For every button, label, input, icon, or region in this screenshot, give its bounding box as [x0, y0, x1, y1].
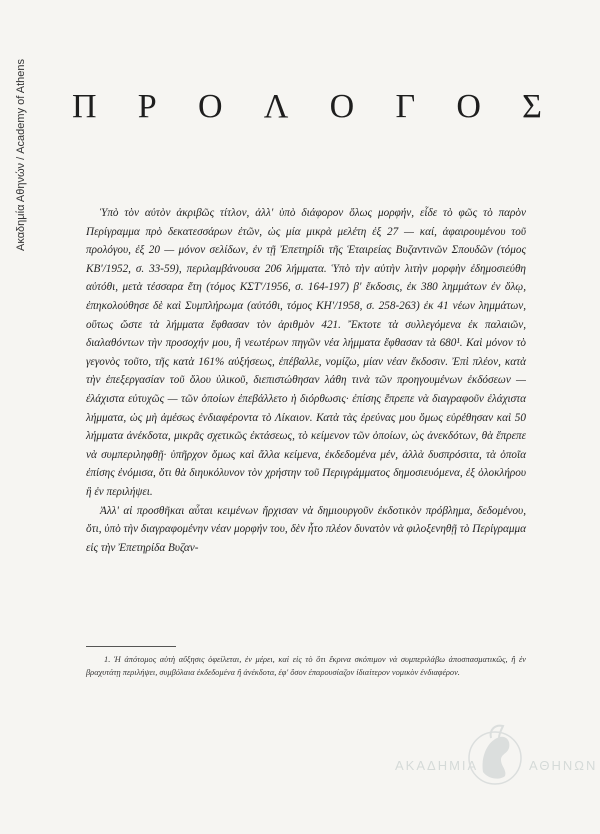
paragraph-2: Ἀλλ' αἱ προσθῆκαι αὗται κειμένων ἤρχισαν νὰ δημιουργοῦν ἐκδοτικὸν πρόβλημα, δεδομένου, ὅτι, ὑπὸ τὴν διαγραφομένην νέαν μορφήν του, δὲν ἦτο πλέον δυνατὸν νὰ φιλοξενηθῇ τὸ Περίγραμμα εἰς τὴν Ἐπετηρίδα Βυζαν-	[86, 504, 526, 554]
title-letter: Λ	[263, 88, 289, 125]
paragraph-1: Ὑπὸ τὸν αὐτὸν ἀκριβῶς τίτλον, ἀλλ' ὑπὸ διάφορον ὅλως μορφήν, εἶδε τὸ φῶς τὸ παρὸν Περίγραμμα πρὸ δεκατεσσάρων ἐτῶν, ὡς μία μικρὰ μελέτη ἐξ 27 — καί, ἀφαιρουμένου τοῦ προλόγου, ἐξ 20 — μόνον σελίδων, ἐν τῇ Ἐπετηρίδι τῆς Ἑταιρείας Βυζαντινῶν Σπουδῶν (τόμος ΚΒ'/1952, σ. 33-59), περιλαμβάνουσα 206 λήμματα. Ὑπὸ τὴν αὐτὴν λιτὴν μορφὴν ἐδημοσιεύθη αὐτόθι, μετὰ τέσσαρα ἔτη (τόμος ΚΣΤ'/1956, σ. 164-197) β' ἔκδοσις, ἐκ 380 λημμάτων ἐν ὅλῳ, ἐπηκολούθησε δὲ καὶ Συμπλήρωμα (αὐτόθι, τόμος ΚΗ'/1958, σ. 258-263) ἐκ 41 νέων λημμάτων, οὕτως ὥστε τὰ λήμματα ἔφθασαν τὸν ἀριθμὸν 421. Ἔκτοτε τὰ συλλεγόμενα ἐκ παλαιῶν, διαλαθόντων τὴν προσοχήν μου, ἢ νεωτέρων πηγῶν νέα λήμματα ἔφθασαν τὰ 680¹. Καὶ μόνον τὸ γεγονὸς τοῦτο, τῆς κατὰ 161% αὐξήσεως, ἐπέβαλλε, νομίζω, μίαν νέαν ἔκδοσιν. Ἐπὶ πλέον, κατὰ τὴν ἐπεξεργασίαν τοῦ ὅλου ὑλικοῦ, διεπιστώθησαν λάθη τινὰ τῶν προηγουμένων ἐκδόσεων — ἐλάχιστα εὐτυχῶς — τῶν ὁποίων ἐπεβάλλετο ἡ διόρθωσις· ἐπίσης ἔπρεπε νὰ διαγραφοῦν ἐλάχιστα λήμματα, ὡς μὴ ἀμέσως ἐνδιαφέροντα τὸ Λίκαιον. Κατὰ τὰς ἐρεύνας μου ὅμως εὑρέθησαν καὶ 50 λήμματα ἀνέκδοτα, μικρᾶς σχετικῶς ἐκτάσεως, τὸ κείμενον τῶν ὁποίων, ὡς ἀνεκδότων, θὰ ἔπρεπε νὰ συμπεριληφθῇ· ὑπῆρχον ὅμως καὶ ἄλλα κείμενα, ἐκδεδομένα μέν, ἀλλὰ δυσπρόσιτα, τὰ ὁποῖα ἐπίσης ἐνόμισα, ὅτι θὰ διηυκόλυνον τὸν χρήστην τοῦ Περιγράμματος δημοσιευόμενα, ἐξ ὁλοκλήρου ἢ ἐν περιλήψει.	[86, 207, 526, 498]
page-title	[72, 88, 542, 126]
title-letter: Ρ	[137, 88, 157, 125]
title-letter: Σ	[522, 88, 542, 125]
athena-head-icon	[465, 720, 525, 790]
title-letter: Ο	[456, 88, 481, 125]
footnote: 1. Ἡ ἀπότομος αὐτὴ αὔξησις ὀφείλεται, ἐν μέρει, καὶ εἰς τὸ ὅτι ἔκρινα σκόπιμον νὰ συμπεριλάβω ἀποσπασματικῶς, ἢ ἐν βραχυτάτῃ περιλήψει, συμβόλαια ἐκδεδομένα ἢ ἀνέκδοτα, ἐφ' ὅσον ἐπαρουσίαζον ἰδιαίτερον νομικὸν ἐνδιαφέρον.	[86, 655, 526, 677]
watermark-left-text: ΑΚΑΔΗΜΙΑ	[395, 758, 479, 773]
watermark-right-text: ΑΘΗΝΩΝ	[529, 758, 598, 773]
title-letter: Γ	[395, 88, 416, 125]
body-text	[86, 204, 526, 557]
archive-side-label	[6, 40, 36, 270]
footnote-divider	[86, 646, 176, 647]
side-label-text: Ακαδημία Αθηνών / Academy of Athens	[15, 58, 27, 252]
title-letter: Ο	[329, 88, 355, 125]
title-letter: Ο	[197, 88, 223, 125]
academy-watermark	[395, 720, 598, 790]
title-letter: Π	[72, 88, 97, 125]
